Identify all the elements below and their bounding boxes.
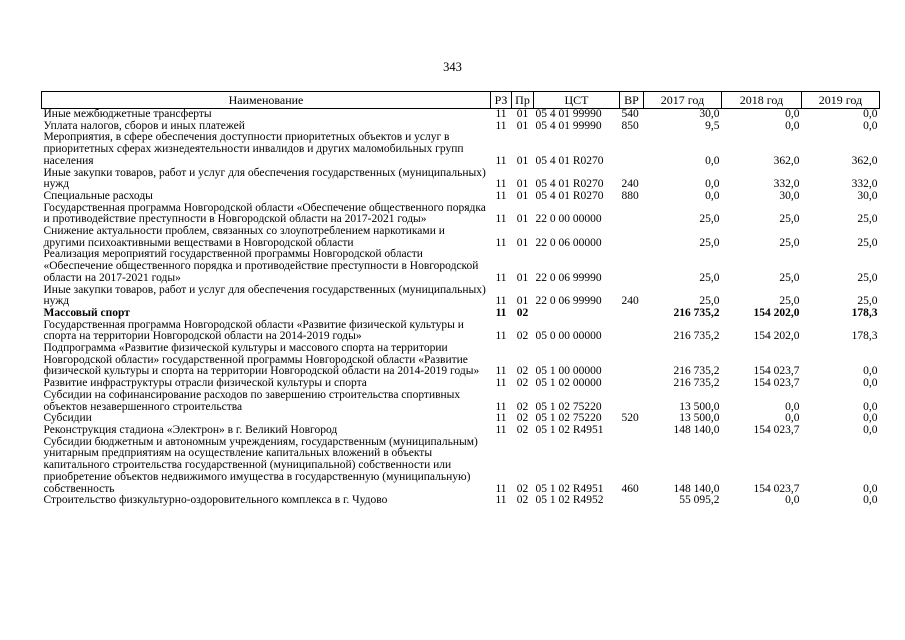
table-row	[42, 249, 880, 284]
cell-name: Иные закупки товаров, работ и услуг для обеспечения государственных (муниципальных) нужд	[43, 166, 486, 191]
cell-vr	[620, 249, 644, 284]
cell-vr: 240	[621, 295, 639, 308]
cell-2018: 154 023,7	[753, 377, 800, 390]
cell-rz: 11	[495, 213, 507, 226]
cell-rz: 11	[495, 154, 507, 167]
cell-rz: 11	[495, 400, 507, 413]
cell-pr: 02	[516, 365, 529, 378]
header-pr: Пр	[512, 92, 534, 109]
cell-2019: 332,0	[851, 178, 878, 191]
cell-2019: 25,0	[857, 271, 878, 284]
cell-2018: 0,0	[785, 108, 800, 120]
cell-2017: 13 500,0	[679, 412, 720, 425]
cell-name: Развитие инфраструктуры отрасли физической культуры и спорта	[43, 377, 367, 390]
header-cst: ЦСТ	[534, 92, 620, 109]
header-2019: 2019 год	[802, 92, 880, 109]
table-row	[42, 495, 880, 507]
cell-2018: 154 202,0	[753, 330, 800, 343]
cell-vr	[620, 132, 644, 167]
cell-2017: 55 095,2	[679, 494, 720, 507]
table-row	[42, 320, 880, 343]
cell-2018: 154 023,7	[753, 482, 800, 495]
cell-pr: 01	[516, 154, 529, 167]
cell-vr: 460	[621, 482, 639, 495]
cell-rz: 11	[495, 423, 507, 436]
cell-2018: 25,0	[779, 271, 800, 284]
cell-vr	[620, 378, 644, 390]
table-header-row	[42, 92, 880, 109]
cell-cst: 05 4 01 R0270	[535, 189, 604, 202]
table-row	[42, 425, 880, 437]
header-rz: РЗ	[491, 92, 512, 109]
cell-pr: 01	[516, 189, 529, 202]
cell-cst: 05 1 02 00000	[535, 377, 602, 390]
cell-2017: 0,0	[705, 178, 720, 191]
cell-rz: 11	[495, 377, 507, 390]
cell-rz: 11	[495, 365, 507, 378]
cell-cst: 05 1 02 75220	[535, 400, 602, 413]
page-number: 343	[443, 60, 462, 74]
cell-name: Реализация мероприятий государственной программы Новгородской области «Обеспечение общественного порядка и противодействие преступности в Новгородской области на 2017-2021 годы»	[43, 248, 479, 284]
cell-pr: 01	[516, 236, 529, 249]
cell-vr	[620, 425, 644, 437]
cell-2017: 216 735,2	[673, 330, 720, 343]
cell-rz: 11	[495, 330, 507, 343]
cell-2018: 154 023,7	[753, 423, 800, 436]
cell-pr: 01	[516, 119, 529, 132]
cell-2018: 25,0	[779, 236, 800, 249]
cell-cst: 05 0 00 00000	[535, 330, 602, 343]
cell-vr	[620, 495, 644, 507]
cell-rz: 11	[495, 108, 507, 120]
cell-pr: 01	[516, 295, 529, 308]
table-row	[42, 437, 880, 496]
table-row	[42, 285, 880, 308]
cell-pr: 02	[516, 423, 529, 436]
cell-cst: 22 0 06 99990	[535, 295, 602, 308]
header-name: Наименование	[42, 92, 491, 109]
cell-vr	[620, 320, 644, 343]
table-row	[42, 168, 880, 191]
cell-2018: 154 023,7	[753, 365, 800, 378]
cell-2019: 30,0	[857, 189, 878, 202]
cell-2019: 25,0	[857, 236, 878, 249]
cell-rz: 11	[495, 189, 507, 202]
cell-2019: 178,3	[851, 306, 878, 319]
table-row	[42, 226, 880, 249]
table-body	[42, 109, 880, 507]
cell-name: Субсидии	[43, 412, 92, 425]
cell-cst: 05 1 00 00000	[535, 365, 602, 378]
cell-2017: 13 500,0	[679, 400, 720, 413]
cell-2018: 25,0	[779, 295, 800, 308]
cell-name: Реконструкция стадиона «Электрон» в г. Великий Новгород	[43, 423, 338, 436]
cell-2019: 0,0	[863, 365, 878, 378]
cell-pr: 01	[516, 213, 529, 226]
table-row	[42, 132, 880, 167]
cell-name: Иные межбюджетные трансферты	[43, 108, 212, 120]
cell-2017: 148 140,0	[673, 423, 720, 436]
header-2017: 2017 год	[644, 92, 722, 109]
cell-2017: 25,0	[699, 295, 720, 308]
cell-2017: 216 735,2	[673, 365, 720, 378]
cell-name: Массовый спорт	[43, 306, 130, 319]
cell-name: Иные закупки товаров, работ и услуг для обеспечения государственных (муниципальных) нужд	[43, 283, 486, 308]
cell-pr: 02	[516, 306, 529, 319]
cell-rz: 11	[495, 295, 507, 308]
cell-2017: 30,0	[699, 108, 720, 120]
cell-2019: 0,0	[863, 377, 878, 390]
cell-rz: 11	[495, 271, 507, 284]
cell-pr: 01	[516, 271, 529, 284]
table-row	[42, 390, 880, 413]
cell-rz: 11	[495, 412, 507, 425]
cell-rz: 11	[495, 236, 507, 249]
cell-2017: 0,0	[705, 189, 720, 202]
cell-vr	[620, 203, 644, 226]
cell-vr: 520	[621, 412, 639, 425]
cell-rz: 11	[495, 482, 507, 495]
cell-name: Подпрограмма «Развитие физической культуры и массового спорта на территории Новгородской области» государственной программы Новгородской области «Развитие физической культуры и спорта на территории Новгородской области на 2014-2019 годы»	[43, 342, 480, 378]
cell-cst: 05 4 01 R0270	[535, 154, 604, 167]
cell-pr: 01	[516, 108, 529, 120]
cell-vr	[620, 226, 644, 249]
cell-rz: 11	[495, 494, 507, 507]
cell-2018: 154 202,0	[753, 306, 800, 319]
cell-cst: 22 0 06 00000	[535, 236, 602, 249]
header-2018: 2018 год	[722, 92, 802, 109]
cell-name: Уплата налогов, сборов и иных платежей	[43, 119, 245, 132]
cell-2018: 0,0	[785, 412, 800, 425]
cell-name: Специальные расходы	[43, 189, 153, 202]
cell-vr	[620, 390, 644, 413]
cell-2019: 0,0	[863, 482, 878, 495]
cell-vr: 880	[621, 189, 639, 202]
cell-pr: 01	[516, 178, 529, 191]
cell-name: Снижение актуальности проблем, связанных со злоупотреблением наркотиками и другими психоактивными веществами в Новгородской области	[43, 225, 445, 249]
cell-2017: 148 140,0	[673, 482, 720, 495]
cell-pr: 02	[516, 400, 529, 413]
table-row	[42, 343, 880, 378]
cell-2019: 0,0	[863, 494, 878, 507]
cell-2017: 25,0	[699, 271, 720, 284]
table-row	[42, 203, 880, 226]
cell-cst: 05 1 02 R4951	[535, 482, 604, 495]
cell-cst: 05 4 01 99990	[535, 119, 602, 132]
cell-rz: 11	[495, 178, 507, 191]
cell-cst: 05 4 01 R0270	[535, 178, 604, 191]
cell-pr: 02	[516, 482, 529, 495]
header-vr: ВР	[620, 92, 644, 109]
cell-2018: 0,0	[785, 400, 800, 413]
cell-2018: 0,0	[785, 494, 800, 507]
cell-2018: 0,0	[785, 119, 800, 132]
cell-2017: 25,0	[699, 213, 720, 226]
cell-cst: 22 0 00 00000	[535, 213, 602, 226]
table-row	[42, 191, 880, 203]
cell-2017: 0,0	[705, 154, 720, 167]
table-row	[42, 109, 880, 121]
cell-rz: 11	[495, 306, 507, 319]
cell-cst: 05 4 01 99990	[535, 108, 602, 120]
cell-name: Государственная программа Новгородской области «Обеспечение общественного порядка и противодействие преступности в Новгородской области на 2017-2021 годы»	[43, 201, 486, 226]
cell-vr	[620, 343, 644, 378]
cell-2017: 216 735,2	[673, 306, 720, 319]
cell-2019: 0,0	[863, 423, 878, 436]
cell-cst: 05 1 02 R4951	[535, 423, 604, 436]
cell-rz: 11	[495, 119, 507, 132]
cell-cst: 22 0 06 99990	[535, 271, 602, 284]
cell-2017: 9,5	[705, 119, 720, 132]
cell-2018: 362,0	[773, 154, 800, 167]
cell-pr: 02	[516, 494, 529, 507]
cell-vr: 240	[621, 178, 639, 191]
cell-2019: 362,0	[851, 154, 878, 167]
cell-2019: 0,0	[863, 400, 878, 413]
cell-cst: 05 1 02 R4952	[535, 494, 604, 507]
cell-2019: 25,0	[857, 295, 878, 308]
cell-2018: 332,0	[773, 178, 800, 191]
cell-pr: 02	[516, 330, 529, 343]
cell-name: Мероприятия, в сфере обеспечения доступности приоритетных объектов и услуг в приоритетных сферах жизнедеятельности инвалидов и других маломобильных групп населения	[43, 131, 464, 167]
cell-pr: 02	[516, 412, 529, 425]
cell-2018: 30,0	[779, 189, 800, 202]
cell-2017: 25,0	[699, 236, 720, 249]
budget-table	[41, 91, 880, 507]
cell-cst: 05 1 02 75220	[535, 412, 602, 425]
cell-name: Субсидии бюджетным и автономным учреждениям, государственным (муниципальным) унитарным предприятиям на осуществление капитальных вложений в объекты капитального строительства государственной (муниципальной) собственности или приобретение объектов недвижимого имущества в государственную (муниципальную) собственность	[43, 435, 478, 495]
cell-name: Строительство физкультурно-оздоровительного комплекса в г. Чудово	[43, 494, 388, 507]
cell-2019: 0,0	[863, 108, 878, 120]
table-row	[42, 308, 880, 320]
cell-vr	[620, 308, 644, 320]
cell-vr: 850	[621, 119, 639, 132]
cell-cst	[534, 308, 620, 320]
cell-2019: 178,3	[851, 330, 878, 343]
cell-name: Государственная программа Новгородской области «Развитие физической культуры и спорта на территории Новгородской области на 2014-2019 годы»	[43, 318, 464, 343]
cell-2019: 0,0	[863, 119, 878, 132]
cell-2019: 0,0	[863, 412, 878, 425]
cell-2019: 25,0	[857, 213, 878, 226]
cell-vr: 540	[621, 108, 639, 120]
cell-2017: 216 735,2	[673, 377, 720, 390]
cell-pr: 02	[516, 377, 529, 390]
cell-2018: 25,0	[779, 213, 800, 226]
cell-name: Субсидии на софинансирование расходов по завершению строительства спортивных объектов незавершенного строительства	[43, 388, 461, 413]
